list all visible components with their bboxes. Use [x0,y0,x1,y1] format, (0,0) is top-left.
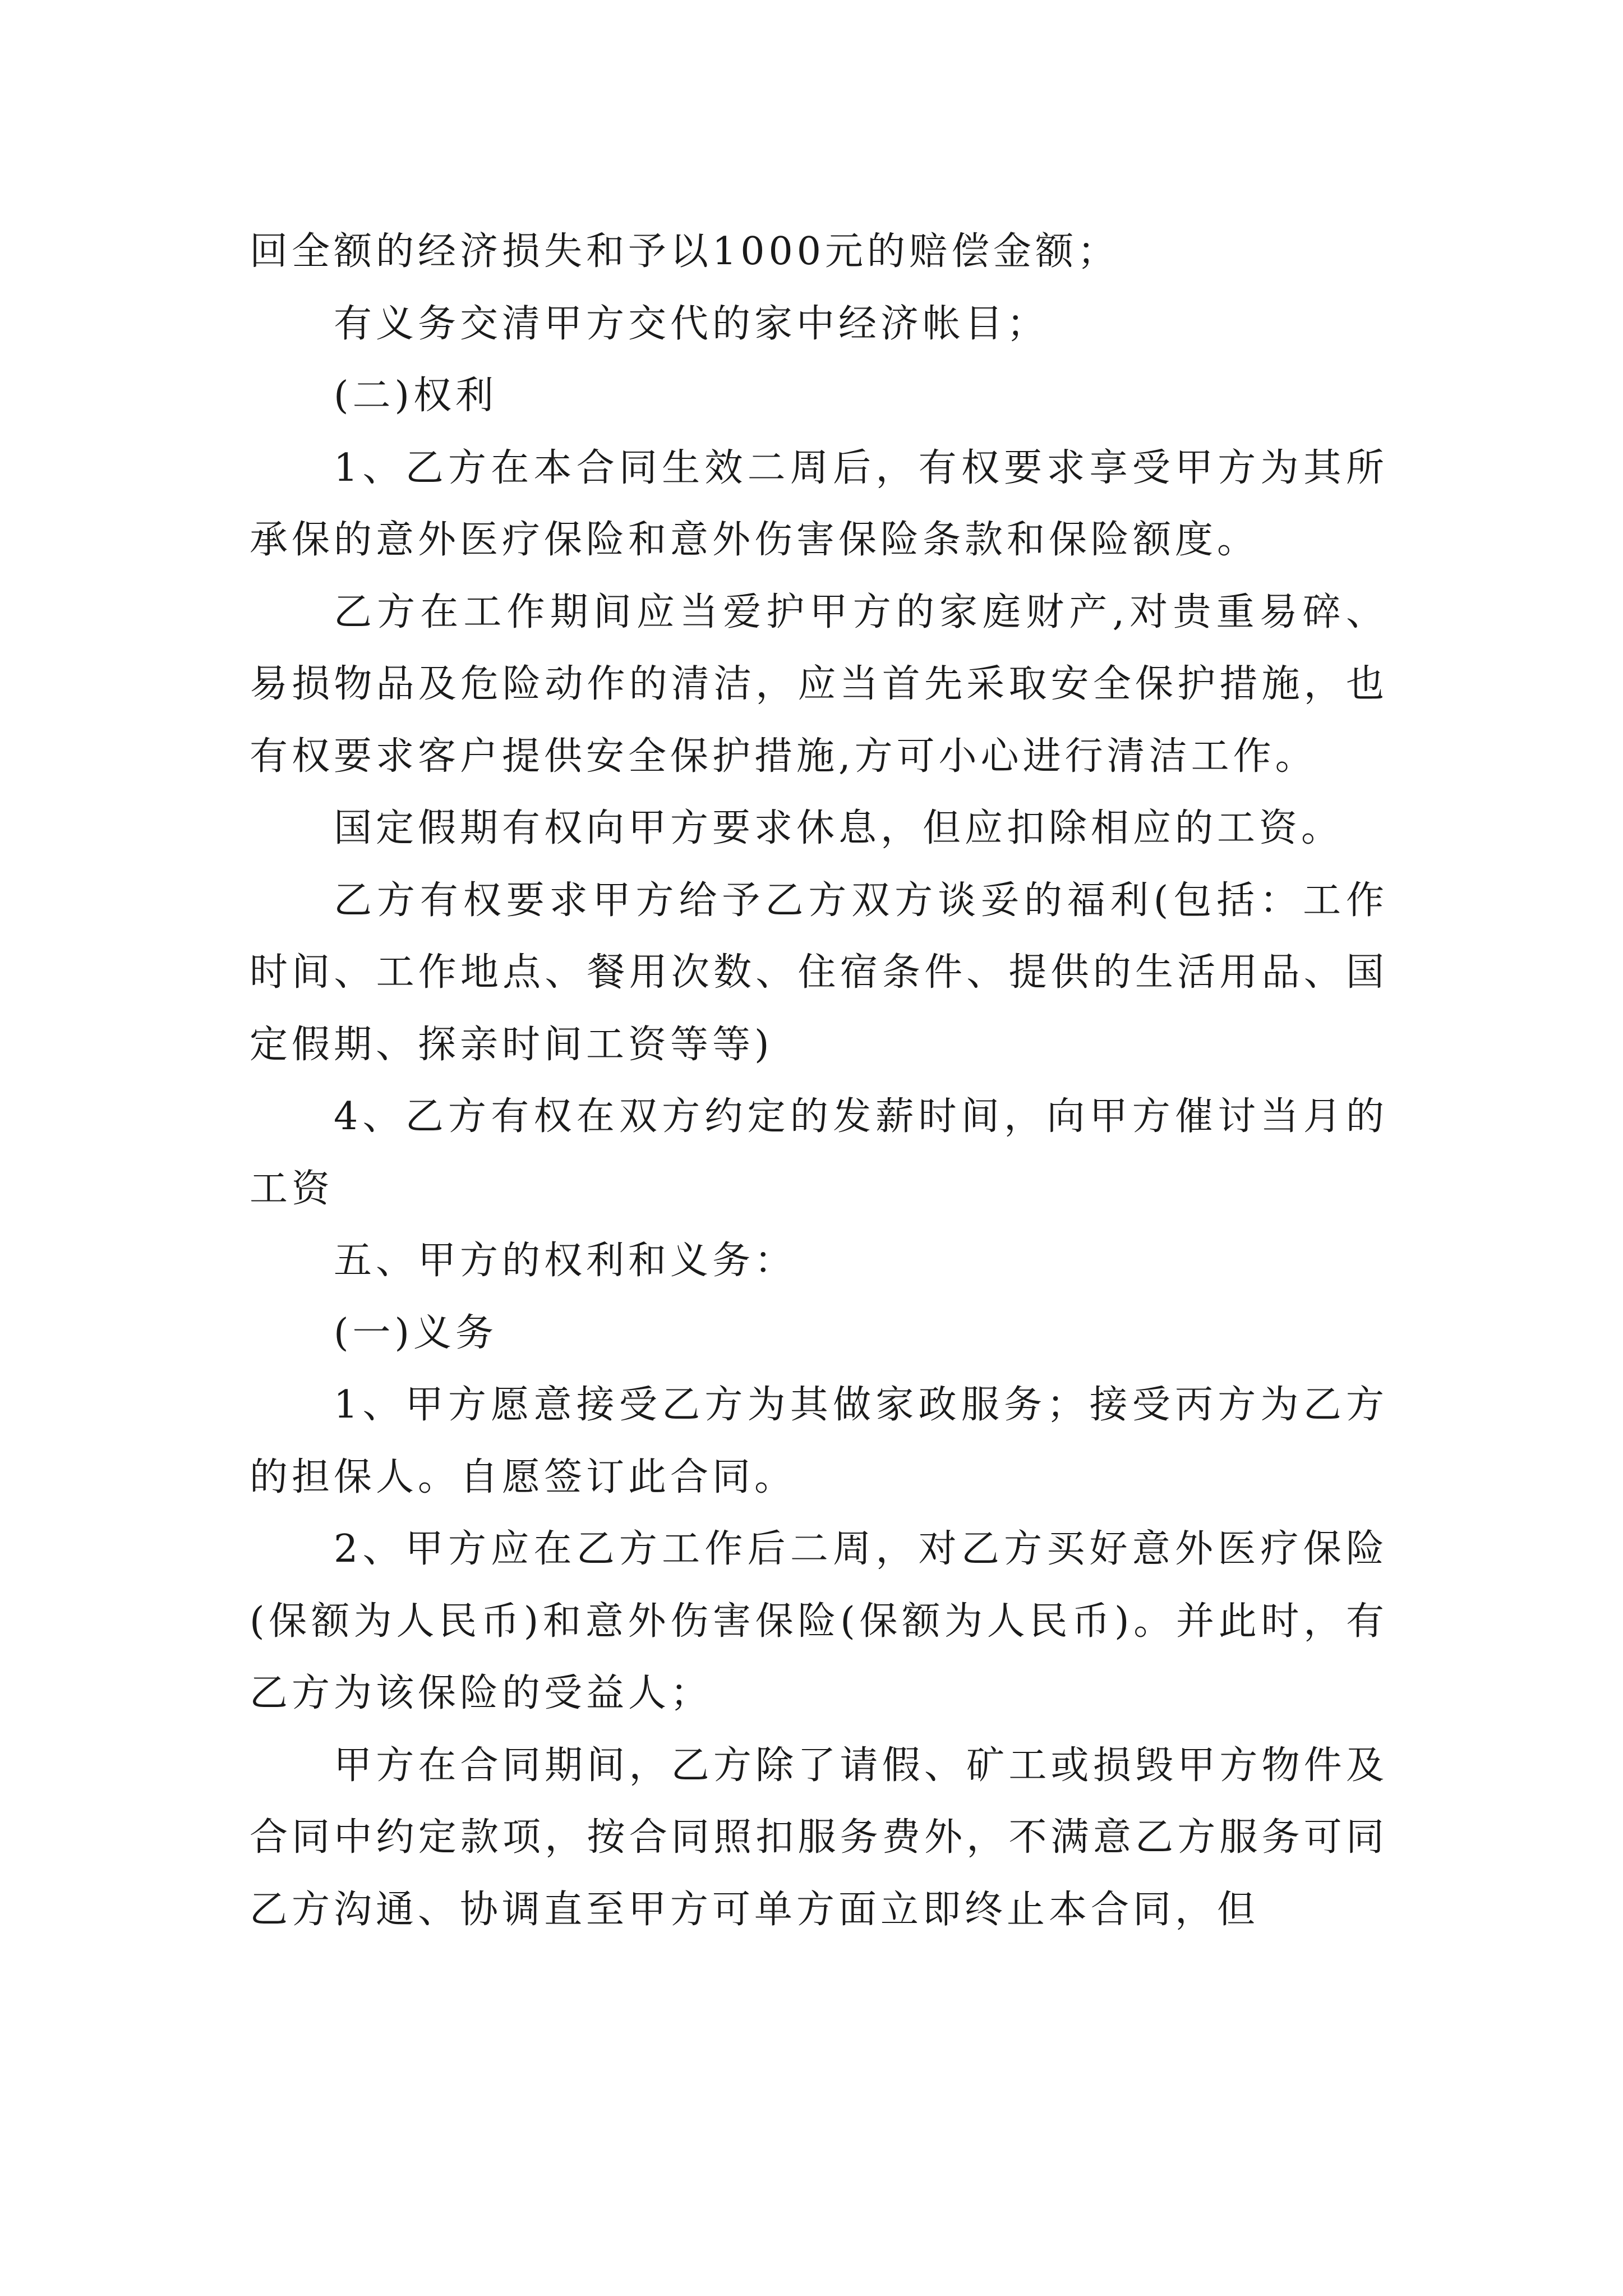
paragraph: 4、乙方有权在双方约定的发薪时间，向甲方催讨当月的工资 [250,1094,1388,1211]
paragraph: 1、甲方愿意接受乙方为其做家政服务；接受丙方为乙方的担保人。自愿签订此合同。 [250,1383,1388,1499]
section-heading-party-a: 五、甲方的权利和义务： [334,1239,797,1283]
paragraph: 回全额的经济损失和予以1000元的赔偿金额； [250,229,1120,274]
section-heading-obligations: (一)义务 [334,1310,498,1355]
paragraph: 2、甲方应在乙方工作后二周，对乙方买好意外医疗保险(保额为人民币)和意外伤害保险(保额为人民币)。并此时，有乙方为该保险的受益人； [250,1527,1388,1715]
section-heading-rights: (二)权利 [334,374,498,418]
paragraph: 1、乙方在本合同生效二周后，有权要求享受甲方为其所承保的意外医疗保险和意外伤害保险条款和保险额度。 [250,445,1388,562]
paragraph: 国定假期有权向甲方要求休息，但应扣除相应的工资。 [334,806,1344,850]
paragraph: 乙方有权要求甲方给予乙方双方谈妥的福利(包括：工作时间、工作地点、餐用次数、住宿条件、提供的生活用品、国定假期、探亲时间工资等等) [250,878,1388,1067]
document-body [250,216,1388,1946]
paragraph: 甲方在合同期间，乙方除了请假、矿工或损毁甲方物件及合同中约定款项，按合同照扣服务费外，不满意乙方服务可同乙方沟通、协调直至甲方可单方面立即终止本合同，但 [250,1743,1388,1932]
paragraph: 乙方在工作期间应当爱护甲方的家庭财产,对贵重易碎、易损物品及危险动作的清洁，应当首先采取安全保护措施，也有权要求客户提供安全保护措施,方可小心进行清洁工作。 [250,590,1388,779]
paragraph: 有义务交清甲方交代的家中经济帐目； [334,301,1049,346]
